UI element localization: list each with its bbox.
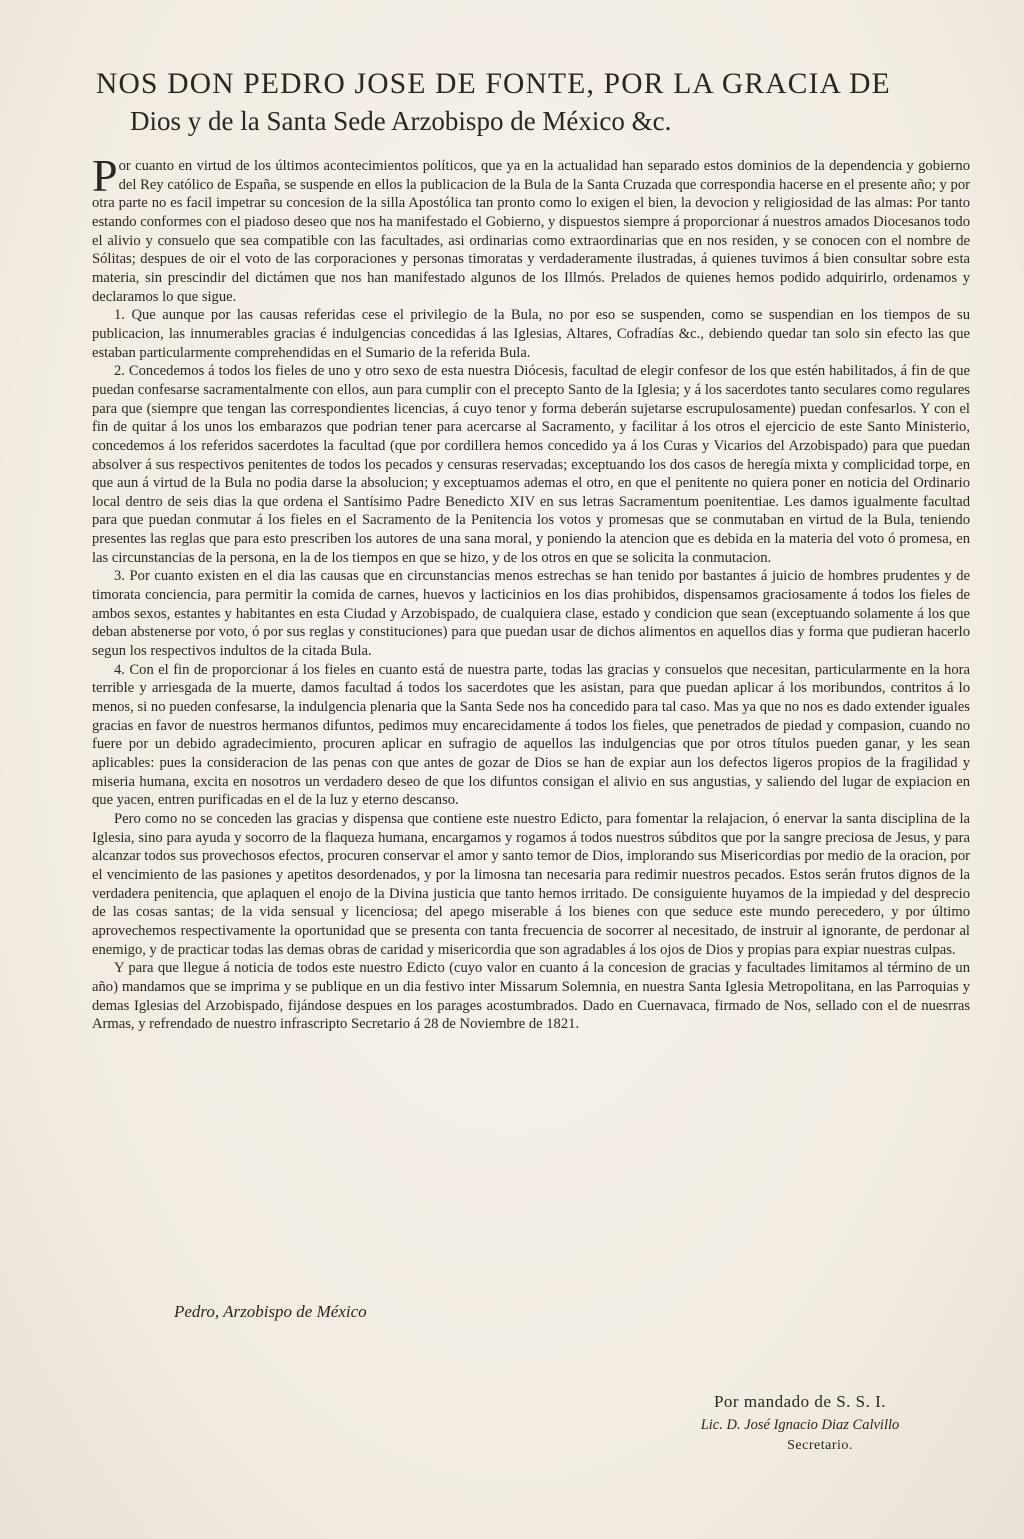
archbishop-signature: Pedro, Arzobispo de México <box>174 1302 367 1321</box>
mandate-line: Por mandado de S. S. I. <box>713 1392 887 1411</box>
document-title: NOS DON PEDRO JOSE DE FONTE, POR LA GRACIA DE <box>96 68 891 100</box>
article-2-paragraph: 2. Concedemos á todos los fieles de uno y otro sexo de esta nuestra Diócesis, facultad de elegir confesor de los que estén habilitados, á fin de que puedan confesarse sacramentalmente con ellos, aun para cumplir con el precepto Santo de la Iglesia; y á los sacerdotes tanto seculares como regulares para que (siempre que tengan las correspondientes licencias, á cuyo tenor y forma deberán sujetarse escrupulosamente) puedan confesarlos. Y con el fin de quitar á los unos los embarazos que podrian tener para acercarse al Sacramento, y facilitar á los otros el ejercicio de este Santo Ministerio, concedemos á los referidos sacerdotes la facultad (que por cordillera hemos concedido ya á los Curas y Vicarios del Arzobispado) para que puedan absolver á sus respectivos penitentes de todos los pecados y censuras reservadas; exceptuando los dos casos de heregía mixta y complicidad torpe, en que aun á virtud de la Bula no podia darse la absolucion; y exceptuamos ademas el otro, en que el penitente no quiera poner en noticia del Ordinario local dentro de seis dias la que ordena el Santísimo Padre Benedicto XIV en sus letras Sacramentum poenitentiae. Les damos igualmente facultad para que puedan conmutar á los fieles en el Sacramento de la Penitencia los votos y promesas que se conmutaban en virtud de la Bula, teniendo presentes las reglas que para esto prescriben los autores de una sana moral, y poniendo la atencion que es debida en la materia del voto ó promesa, en las circunstancias de la persona, en la de los tiempos en que se hizo, y de los otros en que se solicita la conmutacion. <box>92 363 970 566</box>
secretary-block <box>640 1390 960 1456</box>
exhortation-paragraph: Pero como no se conceden las gracias y dispensa que contiene este nuestro Edicto, para fomentar la relajacion, ó enervar la santa disciplina de la Iglesia, sino para ayuda y socorro de la flaqueza humana, encargamos y rogamos á todos nuestros súbditos que por la sangre preciosa de Jesus, y para alcanzar todos sus provechosos efectos, procuren conservar el amor y santo temor de Dios, implorando sus Misericordias por medio de la oracion, por el vencimiento de las pasiones y apetitos desordenados, y por la limosna tan necesaria para redimir nuestros pecados. Estos serán frutos dignos de la verdadera penitencia, que aplaquen el enojo de la Divina justicia que tanto hemos irritado. De consiguiente huyamos de la impiedad y del desprecio de las cosas santas; de la vida sensual y licenciosa; del apego miserable á los bienes con que seduce este mundo perecedero, y por último aprovechemos respectivamente la oportunidad que se presenta con tanta frecuencia de socorrer al necesitado, de instruir al ignorante, de perdonar al enemigo, y de practicar todas las demas obras de caridad y misericordia que son agradables á los ojos de Dios y propias para expiar nuestras culpas. <box>92 810 970 958</box>
preamble-paragraph: Por cuanto en virtud de los últimos acontecimientos políticos, que ya en la actualidad han separado estos dominios de la dependencia y gobierno del Rey católico de España, se suspende en ellos la publicacion de la Bula de la Santa Cruzada que correspondia hacerse en el presente año; y por otra parte no es facil impetrar su concesion de la silla Apostólica tan pronto como lo exigen el bien, la devocion y religiosidad de las almas: Por tanto estando conformes con el piadoso deseo que nos ha manifestado el Gobierno, y dispuestos siempre á proporcionar á nuestros amados Diocesanos todo el alivio y consuelo que sea compatible con las facultades, asi ordinarias como extraordinarias que en nos residen, y se conocen con el nombre de Sólitas; despues de oir el voto de las corporaciones y personas timoratas y verdaderamente ilustradas, á quienes tuvimos á bien consultar sobre esta materia, sin prescindir del dictámen que nos han manifestado algunos de los Illmós. Prelados de quienes hemos podido adquirirlo, ordenamos y declaramos lo que sigue. <box>92 150 970 305</box>
closing-paragraph: Y para que llegue á noticia de todos este nuestro Edicto (cuyo valor en cuanto á la concesion de gracias y facultades limitamos al término de un año) mandamos que se imprima y se publique en un dia festivo inter Missarum Solemnia, en nuestra Santa Iglesia Metropolitana, en las Parroquias y demas Iglesias del Arzobispado, fijándose despues en los parages acostumbrados. Dado en Cuernavaca, firmado de Nos, sellado con el de nuesrras Armas, y refrendado de nuestro infrascripto Secretario á 28 de Noviembre de 1821. <box>92 960 970 1033</box>
secretary-name: Lic. D. José Ignacio Diaz Calvillo <box>700 1417 900 1433</box>
article-3-paragraph: 3. Por cuanto existen en el dia las causas que en circunstancias menos estrechas se han tenido por bastantes á juicio de hombres prudentes y de timorata conciencia, para permitir la comida de carnes, huevos y lacticinios en los dias prohibidos, dispensamos graciosamente á todos los fieles de ambos sexos, estantes y habitantes en esta Ciudad y Arzobispado, de cualquiera clase, estado y condicion que sean (exceptuando solamente á los que deban abstenerse por voto, ó por sus reglas y constituciones) para que puedan usar de dichos alimentos en aquellos dias y forma que pudieran hacerlo segun los respectivos indultos de la citada Bula. <box>92 568 970 660</box>
secretary-title: Secretario. <box>787 1438 853 1453</box>
edict-body <box>92 150 970 1034</box>
article-1-paragraph: 1. Que aunque por las causas referidas cese el privilegio de la Bula, no por eso se suspenden, como se suspendian en los tiempos de su publicacion, las innumerables gracias é indulgencias concedidas á las Iglesias, Altares, Cofradías &c., debiendo quedar tan solo sin efecto las que estaban particularmente comprehendidas en el Sumario de la referida Bula. <box>92 307 970 361</box>
document-subtitle: Dios y de la Santa Sede Arzobispo de México &c. <box>130 106 672 136</box>
article-4-paragraph: 4. Con el fin de proporcionar á los fieles en cuanto está de nuestra parte, todas las gracias y consuelos que necesitan, particularmente en la hora terrible y arriesgada de la muerte, damos facultad á todos los sacerdotes que les asistan, para que puedan aplicar á los moribundos, contritos á lo menos, si no pueden confesarse, la indulgencia plenaria que la Santa Sede nos ha concedido para tal caso. Mas ya que no nos es dado extender iguales gracias en favor de nuestros hermanos difuntos, pedimos muy encarecidamente á todos los fieles, que penetrados de piedad y compasion, cuando no fuere por un debido agradecimiento, procuren aplicar en sufragio de aquellos las indulgencias que por otros títulos pueden ganar, y les sean aplicables: pues la consideracion de las penas con que antes de gozar de Dios se han de expiar aun los defectos ligeros propios de la fragilidad y miseria humana, excita en nosotros un verdadero deseo de que los difuntos consigan el alivio en sus angustias, y saliendo del lugar de expiacion en que yacen, entren purificadas en el de la luz y eterno descanso. <box>92 661 970 809</box>
